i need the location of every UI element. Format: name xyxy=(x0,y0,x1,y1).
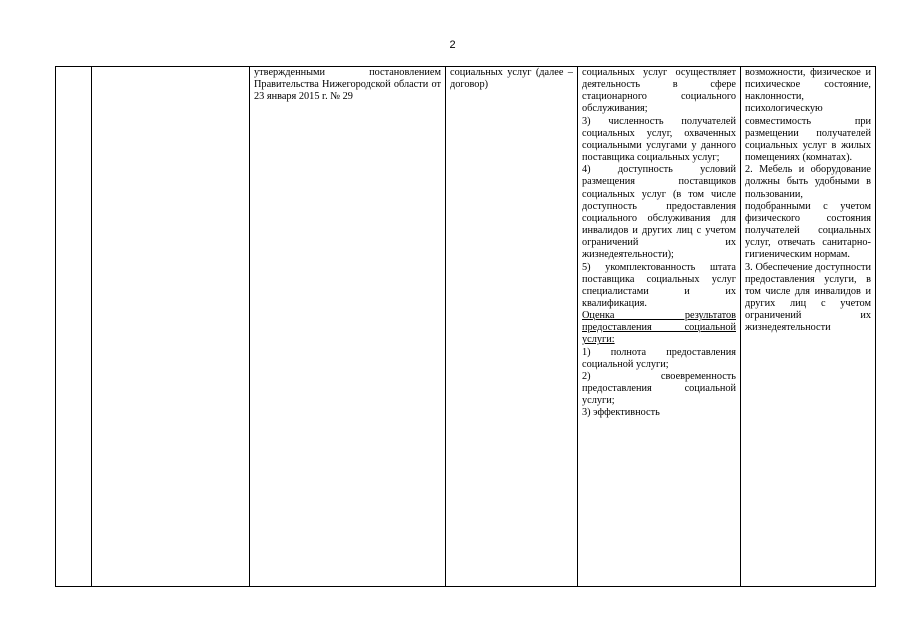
condition-paragraph: 2. Мебель и оборудование должны быть удобными в пользовании, подобранными с учетом физического состояния получателей социальных услуг, отвечать санитарно-гигиеническим нормам. xyxy=(745,164,871,261)
cell-conditions xyxy=(741,67,876,587)
page-number: 2 xyxy=(449,39,456,51)
results-heading: Оценка результатов предоставления социальной услуги: xyxy=(582,310,736,346)
service-description-text: утвержденными постановлением Правительства Нижегородской области от 23 января 2015 г. № 29 xyxy=(254,67,441,103)
indicator-paragraph: 5) укомплектованность штата поставщика социальных услуг специалистами и их квалификация. xyxy=(582,261,736,309)
result-item: 3) эффективность xyxy=(582,407,660,419)
condition-paragraph: 3. Обеспечение доступности предоставления услуги, в том числе для инвалидов и других лиц с учетом ограничений их жизнедеятельности xyxy=(745,261,871,334)
indicator-paragraph: 3) численность получателей социальных услуг, охваченных социальными услугами у данного поставщика социальных услуг; xyxy=(582,115,736,164)
cell-service-name xyxy=(92,67,250,587)
indicator-paragraph: социальных услуг осуществляет деятельность в сфере стационарного социального обслуживания; xyxy=(582,67,736,115)
result-item: 2) своевременность предоставления социальной услуги; xyxy=(582,370,736,407)
result-item: 1) полнота предоставления социальной услуги; xyxy=(582,346,736,370)
table-row xyxy=(56,67,876,587)
standards-table xyxy=(55,66,876,587)
cell-quality-indicators xyxy=(578,67,741,587)
cell-number xyxy=(56,67,92,587)
cell-service-terms xyxy=(446,67,578,587)
cell-service-description xyxy=(250,67,446,587)
indicator-paragraph: 4) доступность условий размещения поставщиков социальных услуг (в том числе доступность предоставления социального обслуживания для инвалидов и других лиц с учетом ограничений их жизнедеятельности); xyxy=(582,164,736,261)
service-terms-text: социальных услуг (далее – договор) xyxy=(450,67,573,91)
condition-paragraph: возможности, физическое и психическое состояние, наклонности, психологическую совместимость при размещении получателей социальных услуг в жилых помещениях (комнатах). xyxy=(745,67,871,164)
